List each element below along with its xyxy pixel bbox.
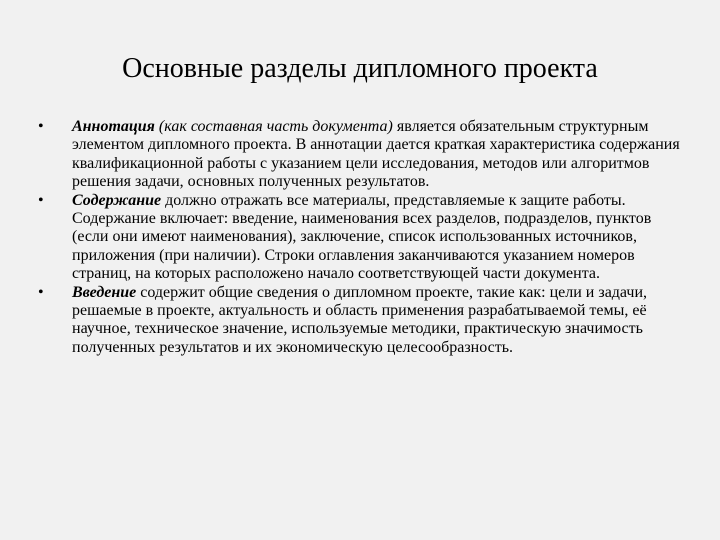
- bullet-list: [36, 118, 686, 357]
- list-item-introduction: [36, 284, 686, 358]
- contents-text: должно отражать все материалы, представляемые к защите работы. Содержание включает: введение, наименования всех разделов, подразделов, пунктов (если они имеют наименования), заключение, список использованных источников, приложения (при наличии). Строки оглавления заканчиваются указанием номеров страниц, на которых расположено начало соответствующей части документа.: [72, 191, 652, 283]
- term-annotation: Аннотация: [72, 118, 155, 135]
- slide-title: Основные разделы дипломного проекта: [122, 53, 598, 84]
- annotation-parenthetical: (как составная часть документа): [158, 118, 393, 135]
- term-contents: Содержание: [72, 191, 162, 209]
- list-item-annotation: [36, 118, 686, 192]
- annotation-text: является обязательным структурным элементом дипломного проекта. В аннотации дается краткая характеристика содержания квалификационной работы с указанием цели исследования, методов или алгоритмов решения задачи, основных полученных результатов.: [72, 118, 680, 191]
- term-introduction: Введение: [72, 283, 137, 301]
- bullet-icon: •: [38, 283, 44, 301]
- bullet-icon: •: [38, 118, 44, 135]
- introduction-text: содержит общие сведения о дипломном проекте, такие как: цели и задачи, решаемые в проекте, актуальность и область применения разрабатываемой темы, её научное, техническое значение, используемые методики, практическую значимость полученных результатов и их экономическую целесообразность.: [72, 283, 647, 356]
- bullet-icon: •: [38, 191, 44, 209]
- list-item-contents: [36, 192, 686, 284]
